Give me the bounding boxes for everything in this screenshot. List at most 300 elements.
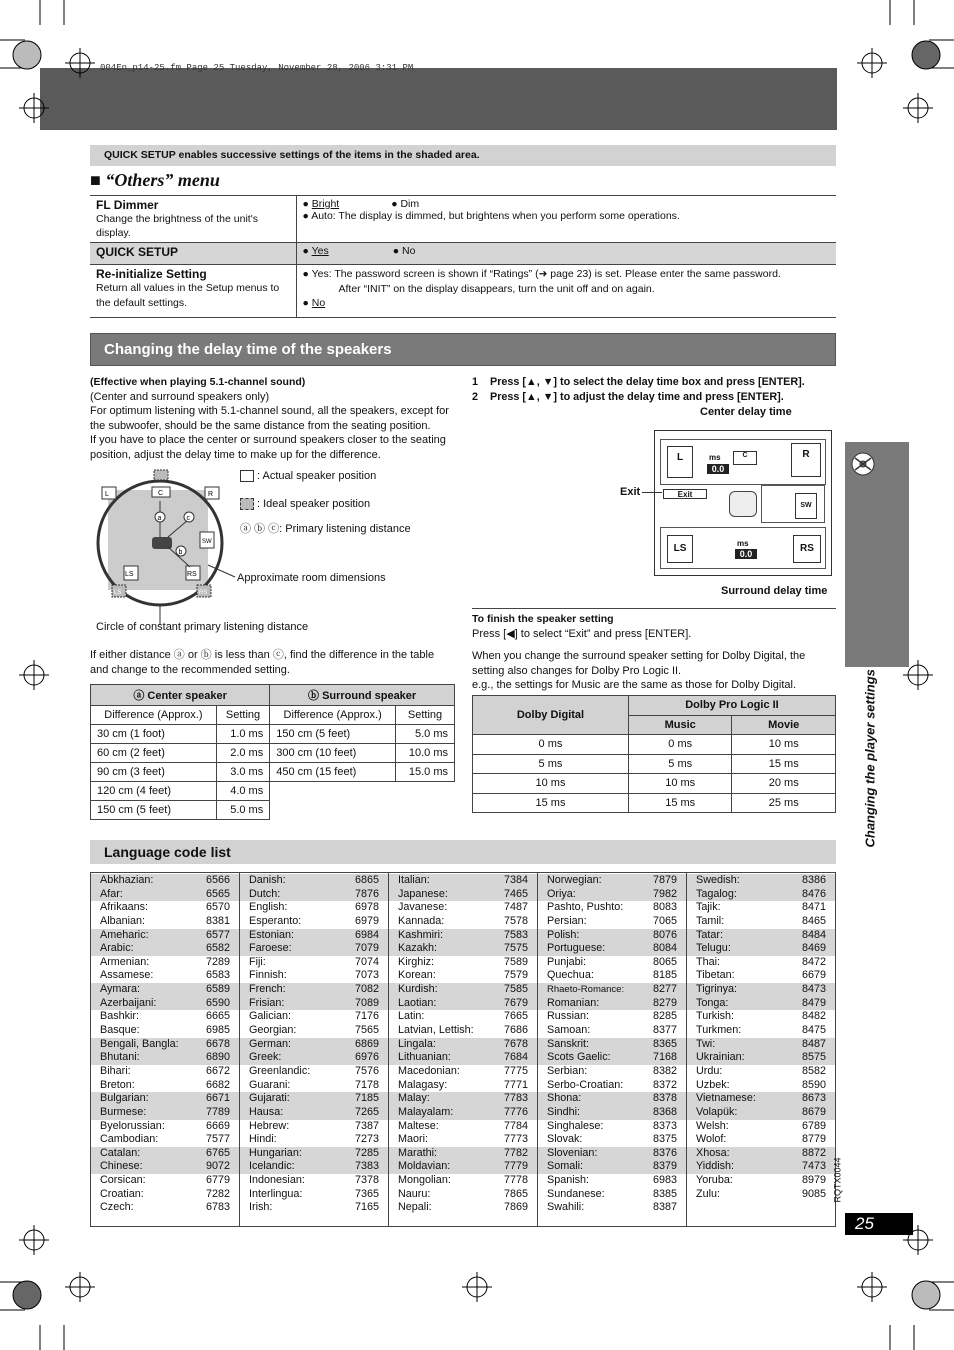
language-code: 8469 [801, 942, 826, 955]
language-name: Basque: [100, 1024, 140, 1037]
language-row [687, 1160, 835, 1174]
language-row [687, 1010, 835, 1024]
language-row [687, 1106, 835, 1120]
language-code: 8084 [652, 942, 677, 955]
language-row [687, 888, 835, 902]
language-code: 6678 [205, 1037, 230, 1050]
language-name: Malay: [398, 1092, 430, 1105]
language-code: 8679 [801, 1105, 826, 1118]
language-name: Bengali, Bangla: [100, 1037, 179, 1050]
language-name: Kannada: [398, 914, 445, 927]
language-code: 7185 [354, 1092, 379, 1105]
others-menu-title: ■ “Others” menu [90, 170, 220, 190]
surround-delay-value[interactable]: 0.0 [735, 549, 757, 559]
language-name: Galician: [249, 1010, 292, 1023]
language-code: 6589 [205, 983, 230, 996]
language-code: 7773 [503, 1133, 528, 1146]
language-name: Azerbaijani: [100, 996, 157, 1009]
svg-text:RS: RS [187, 571, 197, 578]
language-name: Frisian: [249, 996, 285, 1009]
language-row [538, 1201, 686, 1215]
language-row [240, 1160, 388, 1174]
language-name: Kurdish: [398, 983, 438, 996]
language-name: Armenian: [100, 955, 150, 968]
language-row [240, 901, 388, 915]
language-code: 7065 [652, 914, 677, 927]
language-row [389, 888, 537, 902]
language-code: 6590 [205, 996, 230, 1009]
language-name: Catalan: [100, 1146, 141, 1159]
language-row [538, 1010, 686, 1024]
language-name: Icelandic: [249, 1160, 295, 1173]
language-code: 6679 [801, 969, 826, 982]
language-row [91, 1079, 239, 1093]
language-code: 7089 [354, 996, 379, 1009]
finish-setting: To finish the speaker setting Press [◀] to select “Exit” and press [ENTER]. [472, 613, 692, 640]
language-code: 6869 [354, 1037, 379, 1050]
language-name: Tigrinya: [696, 983, 737, 996]
language-name: Turkish: [696, 1010, 734, 1023]
language-name: Hungarian: [249, 1146, 302, 1159]
doc-code: RQTX0044 [832, 1157, 843, 1203]
language-row [687, 1120, 835, 1134]
language-row [389, 1038, 537, 1052]
language-name: Thai: [696, 955, 721, 968]
language-name: Portuguese: [547, 942, 606, 955]
language-row [91, 997, 239, 1011]
language-name: Vietnamese: [696, 1092, 756, 1105]
language-code: 7686 [503, 1024, 528, 1037]
language-column [389, 873, 538, 1226]
language-name: Swahili: [547, 1201, 585, 1214]
language-row [91, 983, 239, 997]
language-section-header: Language code list [90, 840, 836, 864]
language-name: Dutch: [249, 887, 281, 900]
svg-text:SW: SW [202, 539, 212, 545]
language-code: 6779 [205, 1174, 230, 1187]
language-name: Oriya: [547, 887, 576, 900]
language-row [389, 1120, 537, 1134]
language-code: 7487 [503, 901, 528, 914]
language-row [687, 915, 835, 929]
language-row [240, 969, 388, 983]
language-code: 7982 [652, 887, 677, 900]
language-name: Irish: [249, 1201, 273, 1214]
language-row [91, 1133, 239, 1147]
language-row [687, 1079, 835, 1093]
language-code: 8484 [801, 928, 826, 941]
svg-text:R: R [208, 491, 214, 498]
language-row [91, 1201, 239, 1215]
language-code: 7776 [503, 1105, 528, 1118]
language-row [240, 997, 388, 1011]
language-code: 8373 [652, 1119, 677, 1132]
language-code: 7579 [503, 969, 528, 982]
language-code: 7577 [205, 1133, 230, 1146]
language-name: Arabic: [100, 942, 134, 955]
legend-ideal: : Ideal speaker position [240, 497, 370, 512]
language-code: 8465 [801, 914, 826, 927]
language-code: 7383 [354, 1160, 379, 1173]
language-row [538, 1160, 686, 1174]
language-name: Bashkir: [100, 1010, 140, 1023]
language-code: 7384 [503, 874, 528, 886]
language-row [687, 983, 835, 997]
language-row [91, 956, 239, 970]
language-name: Sundanese: [547, 1187, 605, 1200]
language-name: Singhalese: [547, 1119, 604, 1132]
language-row [240, 1174, 388, 1188]
language-row [389, 942, 537, 956]
language-name: Shona: [547, 1092, 582, 1105]
language-code: 7473 [801, 1160, 826, 1173]
language-code: 7578 [503, 914, 528, 927]
language-code: 8376 [652, 1146, 677, 1159]
language-name: Kirghiz: [398, 955, 435, 968]
language-row [389, 997, 537, 1011]
language-code: 8065 [652, 955, 677, 968]
svg-text:a: a [157, 515, 162, 522]
language-row [389, 1174, 537, 1188]
language-code: 6976 [354, 1051, 379, 1064]
screen-speaker-sw: SW [795, 493, 817, 519]
language-code: 7782 [503, 1146, 528, 1159]
language-row [687, 929, 835, 943]
language-row [389, 1051, 537, 1065]
svg-text:RS: RS [199, 590, 208, 596]
language-name: Sanskrit: [547, 1037, 590, 1050]
language-name: Byelorussian: [100, 1119, 165, 1132]
language-code: 7876 [354, 887, 379, 900]
svg-text:L: L [105, 491, 109, 498]
language-row [389, 1010, 537, 1024]
language-name: Tonga: [696, 996, 729, 1009]
language-name: Serbian: [547, 1064, 588, 1077]
language-code: 7779 [503, 1160, 528, 1173]
language-row [687, 1051, 835, 1065]
language-row [240, 888, 388, 902]
language-code: 7079 [354, 942, 379, 955]
language-code: 7775 [503, 1064, 528, 1077]
language-name: Polish: [547, 928, 580, 941]
fl-dimmer-row: FL Dimmer Change the brightness of the unit's display. ● Bright ● Dim ● Auto: The display is dimmed, but brightens when you perform some operations. [90, 196, 836, 243]
language-row [91, 1106, 239, 1120]
language-code: 7565 [354, 1024, 379, 1037]
language-code: 8779 [801, 1133, 826, 1146]
language-code: 8575 [801, 1051, 826, 1064]
language-row [687, 1092, 835, 1106]
language-code: 7879 [652, 874, 677, 886]
language-code: 7378 [354, 1174, 379, 1187]
language-row [389, 901, 537, 915]
language-name: Persian: [547, 914, 587, 927]
language-name: Greek: [249, 1051, 282, 1064]
language-name: Albanian: [100, 914, 146, 927]
screen-exit-button[interactable]: Exit [663, 489, 707, 499]
language-name: Turkmen: [696, 1024, 742, 1037]
language-row [538, 1133, 686, 1147]
language-code: 6665 [205, 1010, 230, 1023]
language-row [538, 1038, 686, 1052]
language-row [91, 942, 239, 956]
language-code: 8385 [652, 1187, 677, 1200]
language-code: 7282 [205, 1187, 230, 1200]
language-row [687, 1133, 835, 1147]
language-code: 6565 [205, 887, 230, 900]
language-name: Hausa: [249, 1105, 284, 1118]
language-name: Bhutani: [100, 1051, 140, 1064]
language-row [91, 1051, 239, 1065]
language-code: 7165 [354, 1201, 379, 1214]
language-row [389, 956, 537, 970]
language-row [389, 1147, 537, 1161]
if-distance-text: If either distance ⓐ or ⓑ is less than ⓒ, find the difference in the table and change to the recommended setting. [90, 649, 435, 676]
language-name: Croatian: [100, 1187, 144, 1200]
svg-text:LS: LS [125, 571, 134, 578]
language-row [91, 1092, 239, 1106]
quick-setup-row: QUICK SETUP ● Yes ● No [90, 243, 836, 265]
language-row [538, 1051, 686, 1065]
language-code: 7783 [503, 1092, 528, 1105]
language-row [538, 915, 686, 929]
language-code: 8382 [652, 1064, 677, 1077]
language-name: Fiji: [249, 955, 266, 968]
language-name: Indonesian: [249, 1174, 305, 1187]
language-row [538, 1188, 686, 1202]
seat-icon [729, 491, 757, 517]
language-row [240, 1079, 388, 1093]
language-code: 7865 [503, 1187, 528, 1200]
language-code: 7778 [503, 1174, 528, 1187]
language-code: 7679 [503, 996, 528, 1009]
language-row [687, 1147, 835, 1161]
language-code: 6669 [205, 1119, 230, 1132]
language-row [687, 1201, 835, 1215]
language-name: Afar: [100, 887, 123, 900]
language-row [538, 969, 686, 983]
language-name: Guarani: [249, 1078, 291, 1091]
language-name: Welsh: [696, 1119, 729, 1132]
language-name: Swedish: [696, 874, 740, 886]
language-row [240, 956, 388, 970]
language-name: Nauru: [398, 1187, 431, 1200]
language-name: Slovak: [547, 1133, 583, 1146]
language-code: 8387 [652, 1201, 677, 1214]
language-row [91, 888, 239, 902]
language-name: Hindi: [249, 1133, 277, 1146]
screen-speaker-r: R [791, 443, 821, 477]
circle-label: Circle of constant primary listening distance [96, 621, 309, 633]
language-name: Italian: [398, 874, 430, 886]
language-name: Estonian: [249, 928, 295, 941]
language-name: Quechua: [547, 969, 594, 982]
language-row [687, 942, 835, 956]
language-name: German: [249, 1037, 292, 1050]
language-code: 7869 [503, 1201, 528, 1214]
language-row [240, 1188, 388, 1202]
language-row [91, 874, 239, 888]
language-name: Punjabi: [547, 955, 587, 968]
language-row [389, 1065, 537, 1079]
language-row [91, 1147, 239, 1161]
language-code: 6583 [205, 969, 230, 982]
language-code: 7684 [503, 1051, 528, 1064]
language-row [538, 874, 686, 888]
language-code: 7784 [503, 1119, 528, 1132]
screen-speaker-ls: LS [667, 535, 693, 563]
language-code: 6979 [354, 914, 379, 927]
screen-speaker-c: C [733, 451, 757, 465]
language-code: 8378 [652, 1092, 677, 1105]
language-code: 7387 [354, 1119, 379, 1132]
language-row [687, 969, 835, 983]
language-row [538, 1065, 686, 1079]
language-row [91, 1188, 239, 1202]
language-code: 8377 [652, 1024, 677, 1037]
exit-label: Exit [620, 486, 641, 498]
quick-setup-note: QUICK SETUP enables successive settings of the items in the shaded area. [90, 145, 836, 166]
center-delay-label: Center delay time [700, 406, 792, 418]
language-row [240, 1147, 388, 1161]
language-code: 8375 [652, 1133, 677, 1146]
language-row [91, 1010, 239, 1024]
language-row [687, 997, 835, 1011]
language-code: 8368 [652, 1105, 677, 1118]
language-code: 8365 [652, 1037, 677, 1050]
language-code: 7365 [354, 1187, 379, 1200]
steps: 1 Press [▲, ▼] to select the delay time box and press [ENTER]. 2 Press [▲, ▼] to adjust the delay time and press [ENTER]. [472, 376, 805, 403]
language-name: Twi: [696, 1037, 716, 1050]
reinitialize-row: Re-initialize Setting Return all values in the Setup menus to the default settings. ● Yes: The password screen is shown if “Ratings” (➜ page 23) is set. Please enter the same password. After “INIT” on the display disappears, turn the unit off and on again. ● No [90, 265, 836, 318]
language-name: French: [249, 983, 286, 996]
language-row [389, 969, 537, 983]
language-row [91, 901, 239, 915]
language-row [240, 1038, 388, 1052]
language-row [389, 1160, 537, 1174]
language-row [389, 1188, 537, 1202]
language-code: 8487 [801, 1037, 826, 1050]
language-name: Nepali: [398, 1201, 432, 1214]
language-name: Chinese: [100, 1160, 143, 1173]
language-name: Rhaeto-Romance: [547, 984, 625, 996]
legend-primary: ⓐ ⓑ ⓒ: Primary listening distance [240, 523, 411, 535]
language-row [538, 1147, 686, 1161]
language-row [538, 1106, 686, 1120]
language-code: 6983 [652, 1174, 677, 1187]
language-code: 7289 [205, 955, 230, 968]
language-name: Finnish: [249, 969, 287, 982]
language-code-table [90, 872, 836, 1227]
language-name: Mongolian: [398, 1174, 451, 1187]
language-row [389, 983, 537, 997]
language-row [91, 929, 239, 943]
language-name: Kazakh: [398, 942, 438, 955]
language-name: Pashto, Pushto: [547, 901, 624, 914]
dolby-table: Dolby Digital Dolby Pro Logic II Music Movie 0 ms 0 ms 10 ms 5 ms 5 ms 15 ms 10 ms 10 ms 20 ms 15 ms 15 ms 25 ms [472, 695, 836, 813]
language-name: Kashmiri: [398, 928, 443, 941]
language-row [538, 888, 686, 902]
language-name: Russian: [547, 1010, 590, 1023]
surround-delay-label: Surround delay time [721, 585, 828, 597]
language-row [389, 874, 537, 888]
language-row [538, 997, 686, 1011]
language-name: Norwegian: [547, 874, 602, 886]
language-code: 7273 [354, 1133, 379, 1146]
language-name: Corsican: [100, 1174, 146, 1187]
language-row [538, 901, 686, 915]
language-row [389, 1201, 537, 1215]
language-code: 6566 [205, 874, 230, 886]
delay-table: ⓐ Center speaker ⓑ Surround speaker Difference (Approx.) Setting Difference (Approx.) Setting 30 cm (1 foot) 1.0 ms 150 cm (5 feet) 5.0 ms 60 cm (2 feet) 2.0 ms 300 cm (10 feet) 10.0 ms 90 cm (3 feet) 3.0 ms 450 cm (15 feet) 15.0 ms 120 cm (4 feet) 4.0 ms 150 cm (5 feet) 5.0 ms [90, 684, 455, 820]
language-code: 6671 [205, 1092, 230, 1105]
language-row [538, 929, 686, 943]
center-delay-value[interactable]: 0.0 [707, 464, 729, 474]
language-row [240, 915, 388, 929]
language-name: Esperanto: [249, 914, 302, 927]
language-name: Tajik: [696, 901, 721, 914]
language-name: Somali: [547, 1160, 584, 1173]
language-code: 6783 [205, 1201, 230, 1214]
language-name: Latvian, Lettish: [398, 1024, 474, 1037]
language-code: 7678 [503, 1037, 528, 1050]
language-name: Yoruba: [696, 1174, 733, 1187]
language-row [538, 1024, 686, 1038]
language-code: 8279 [652, 996, 677, 1009]
language-code: 6577 [205, 928, 230, 941]
language-name: Bulgarian: [100, 1092, 149, 1105]
language-row [240, 1120, 388, 1134]
language-name: Afrikaans: [100, 901, 149, 914]
language-code: 8479 [801, 996, 826, 1009]
language-code: 7176 [354, 1010, 379, 1023]
language-name: Lingala: [398, 1037, 436, 1050]
language-name: Malayalam: [398, 1105, 454, 1118]
language-code: 8482 [801, 1010, 826, 1023]
language-code: 6985 [205, 1024, 230, 1037]
language-code: 7789 [205, 1105, 230, 1118]
language-code: 8372 [652, 1078, 677, 1091]
language-row [91, 1024, 239, 1038]
language-row [687, 1188, 835, 1202]
language-column [240, 873, 389, 1226]
language-code: 7575 [503, 942, 528, 955]
language-name: Romanian: [547, 996, 600, 1009]
language-code: 9072 [205, 1160, 230, 1173]
svg-text:b: b [178, 549, 183, 556]
language-row [389, 1133, 537, 1147]
language-row [389, 1079, 537, 1093]
language-row [389, 915, 537, 929]
language-row [687, 901, 835, 915]
language-row [240, 1201, 388, 1215]
language-row [240, 1010, 388, 1024]
language-code: 7082 [354, 983, 379, 996]
language-name: Wolof: [696, 1133, 727, 1146]
language-name: Tibetan: [696, 969, 735, 982]
surround-note: When you change the surround speaker setting for Dolby Digital, the setting also changes for Dolby Pro Logic II. e.g., the settings for Music are the same as those for Dolby Digital. [472, 650, 806, 692]
language-code: 7168 [652, 1051, 677, 1064]
language-name: Ukrainian: [696, 1051, 745, 1064]
language-code: 6682 [205, 1078, 230, 1091]
language-name: Macedonian: [398, 1064, 460, 1077]
language-code: 7265 [354, 1105, 379, 1118]
others-menu-table [90, 195, 836, 318]
language-name: Greenlandic: [249, 1064, 311, 1077]
language-name: Danish: [249, 874, 286, 886]
language-name: Xhosa: [696, 1146, 730, 1159]
language-code: 6978 [354, 901, 379, 914]
language-row [240, 1133, 388, 1147]
